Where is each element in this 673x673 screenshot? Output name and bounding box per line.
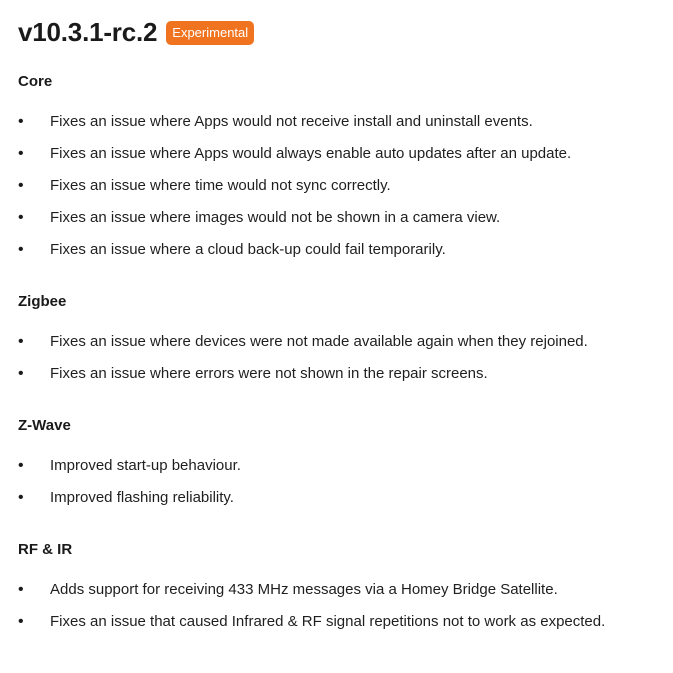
item-text: Fixes an issue that caused Infrared & RF signal repetitions not to work as expected. bbox=[50, 613, 606, 630]
bullet-icon: • bbox=[18, 489, 24, 506]
item-list bbox=[18, 450, 655, 514]
bullet-icon: • bbox=[18, 241, 24, 258]
version-title: v10.3.1-rc.2 bbox=[18, 17, 158, 47]
list-item bbox=[18, 606, 655, 638]
section-zigbee bbox=[18, 290, 655, 390]
item-text: Fixes an issue where devices were not made available again when they rejoined. bbox=[50, 333, 588, 350]
bullet-icon: • bbox=[18, 177, 24, 194]
item-list bbox=[18, 574, 655, 638]
bullet-icon: • bbox=[18, 365, 24, 382]
item-text: Fixes an issue where a cloud back-up could fail temporarily. bbox=[50, 241, 446, 258]
list-item bbox=[18, 326, 655, 358]
bullet-icon: • bbox=[18, 209, 24, 226]
list-item bbox=[18, 450, 655, 482]
list-item bbox=[18, 358, 655, 390]
bullet-icon: • bbox=[18, 457, 24, 474]
item-text: Fixes an issue where errors were not shown in the repair screens. bbox=[50, 365, 488, 382]
item-list bbox=[18, 106, 655, 266]
bullet-icon: • bbox=[18, 113, 24, 130]
bullet-icon: • bbox=[18, 613, 24, 630]
list-item bbox=[18, 574, 655, 606]
list-item bbox=[18, 202, 655, 234]
section-heading: RF & IR bbox=[18, 541, 73, 558]
section-rf-ir bbox=[18, 538, 655, 638]
item-text: Improved flashing reliability. bbox=[50, 489, 234, 506]
bullet-icon: • bbox=[18, 145, 24, 162]
item-list bbox=[18, 326, 655, 390]
list-item bbox=[18, 106, 655, 138]
section-heading: Zigbee bbox=[18, 293, 67, 310]
section-core bbox=[18, 70, 655, 266]
section-heading: Core bbox=[18, 73, 53, 90]
section-z-wave bbox=[18, 414, 655, 514]
item-text: Fixes an issue where Apps would always enable auto updates after an update. bbox=[50, 145, 572, 162]
list-item bbox=[18, 482, 655, 514]
bullet-icon: • bbox=[18, 333, 24, 350]
item-text: Fixes an issue where images would not be shown in a camera view. bbox=[50, 209, 501, 226]
section-heading: Z-Wave bbox=[18, 417, 71, 434]
item-text: Adds support for receiving 433 MHz messages via a Homey Bridge Satellite. bbox=[50, 581, 558, 598]
list-item bbox=[18, 170, 655, 202]
bullet-icon: • bbox=[18, 581, 24, 598]
title-row bbox=[18, 14, 655, 50]
list-item bbox=[18, 234, 655, 266]
item-text: Improved start-up behaviour. bbox=[50, 457, 241, 474]
list-item bbox=[18, 138, 655, 170]
item-text: Fixes an issue where time would not sync correctly. bbox=[50, 177, 391, 194]
experimental-badge: Experimental bbox=[166, 21, 254, 45]
item-text: Fixes an issue where Apps would not receive install and uninstall events. bbox=[50, 113, 533, 130]
